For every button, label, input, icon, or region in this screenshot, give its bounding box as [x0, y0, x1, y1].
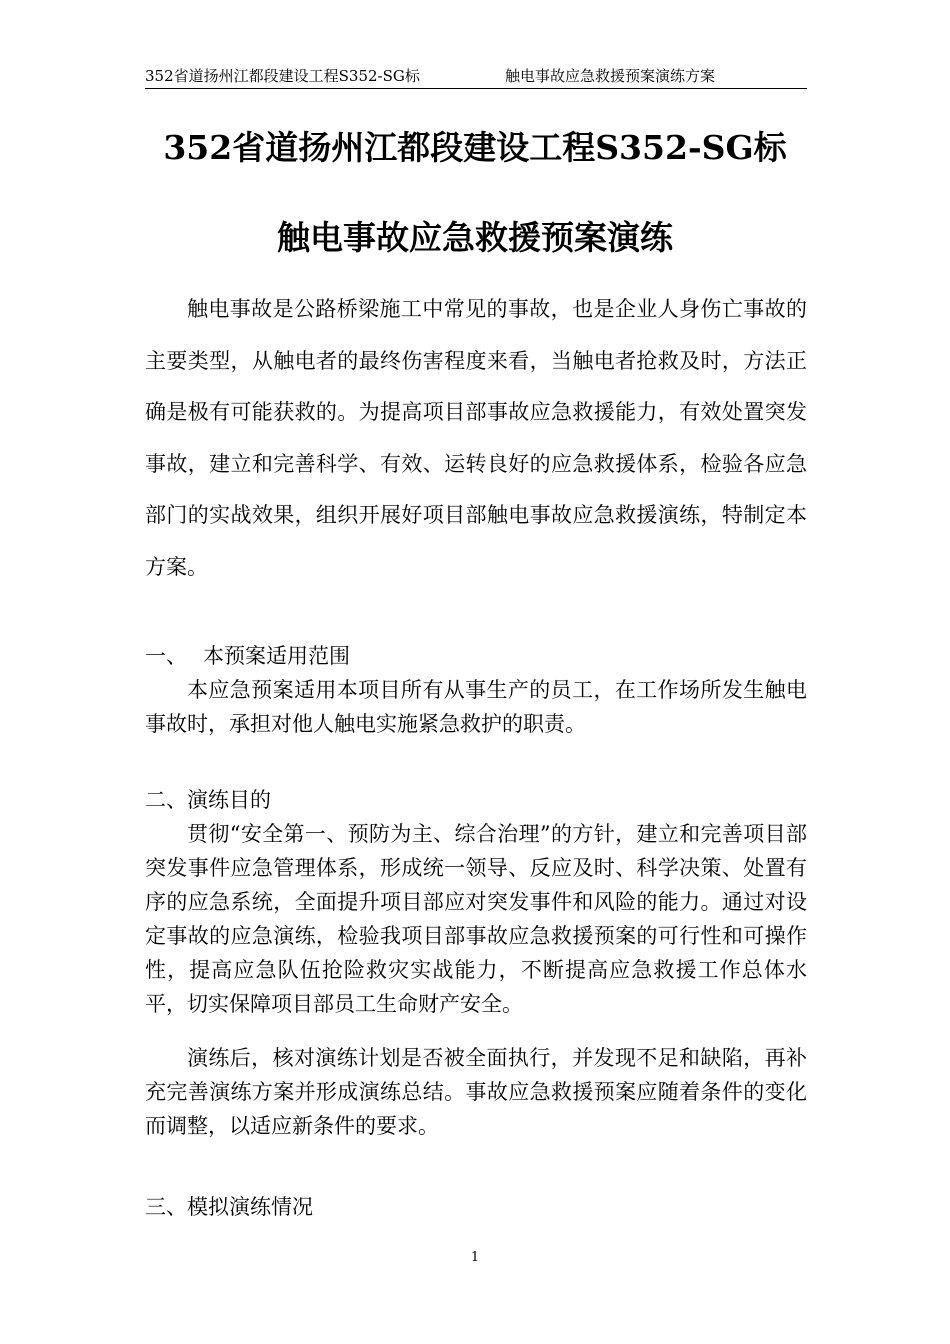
- section-2-paragraph-1: 贯彻“安全第一、预防为主、综合治理”的方针，建立和完善项目部突发事件应急管理体系，形成统一领导、反应及时、科学决策、处置有序的应急系统，全面提升项目部应对突发事件和风险的能力。通过对设定事故的应急演练，检验我项目部事故应急救援预案的可行性和可操作性，提高应急队伍抢险救灾实战能力，不断提高应急救援工作总体水平，切实保障项目部员工生命财产安全。: [145, 822, 807, 1016]
- section-1-number: 一、: [145, 644, 187, 668]
- document-title-line-2: 触电事故应急救援预案演练: [277, 218, 673, 257]
- page-number: 1: [470, 1250, 480, 1265]
- document-title-line-1: 352省道扬州江都段建设工程S352-SG标: [163, 128, 787, 167]
- section-1-paragraph: 本应急预案适用本项目所有从事生产的员工，在工作场所发生触电事故时，承担对他人触电实施紧急救护的职责。: [145, 678, 807, 736]
- page-header: [145, 66, 807, 89]
- section-3-heading: 三、模拟演练情况: [145, 1195, 313, 1219]
- section-1-title: 本预案适用范围: [203, 644, 350, 668]
- section-2-heading: 二、演练目的: [145, 788, 271, 812]
- intro-paragraph: 触电事故是公路桥梁施工中常见的事故，也是企业人身伤亡事故的主要类型，从触电者的最终伤害程度来看，当触电者抢救及时，方法正确是极有可能获救的。为提高项目部事故应急救援能力，有效处置突发事故，建立和完善科学、有效、运转良好的应急救援体系，检验各应急部门的实战效果，组织开展好项目部触电事故应急救援演练，特制定本方案。: [145, 297, 807, 579]
- header-project-name: 352省道扬州江都段建设工程S352-SG标: [145, 67, 420, 85]
- section-1-heading: [145, 639, 350, 673]
- section-2-paragraph-2: 演练后，核对演练计划是否被全面执行，并发现不足和缺陷，再补充完善演练方案并形成演练总结。事故应急救援预案应随着条件的变化而调整，以适应新条件的要求。: [145, 1046, 807, 1138]
- header-document-name: 触电事故应急救援预案演练方案: [505, 67, 716, 85]
